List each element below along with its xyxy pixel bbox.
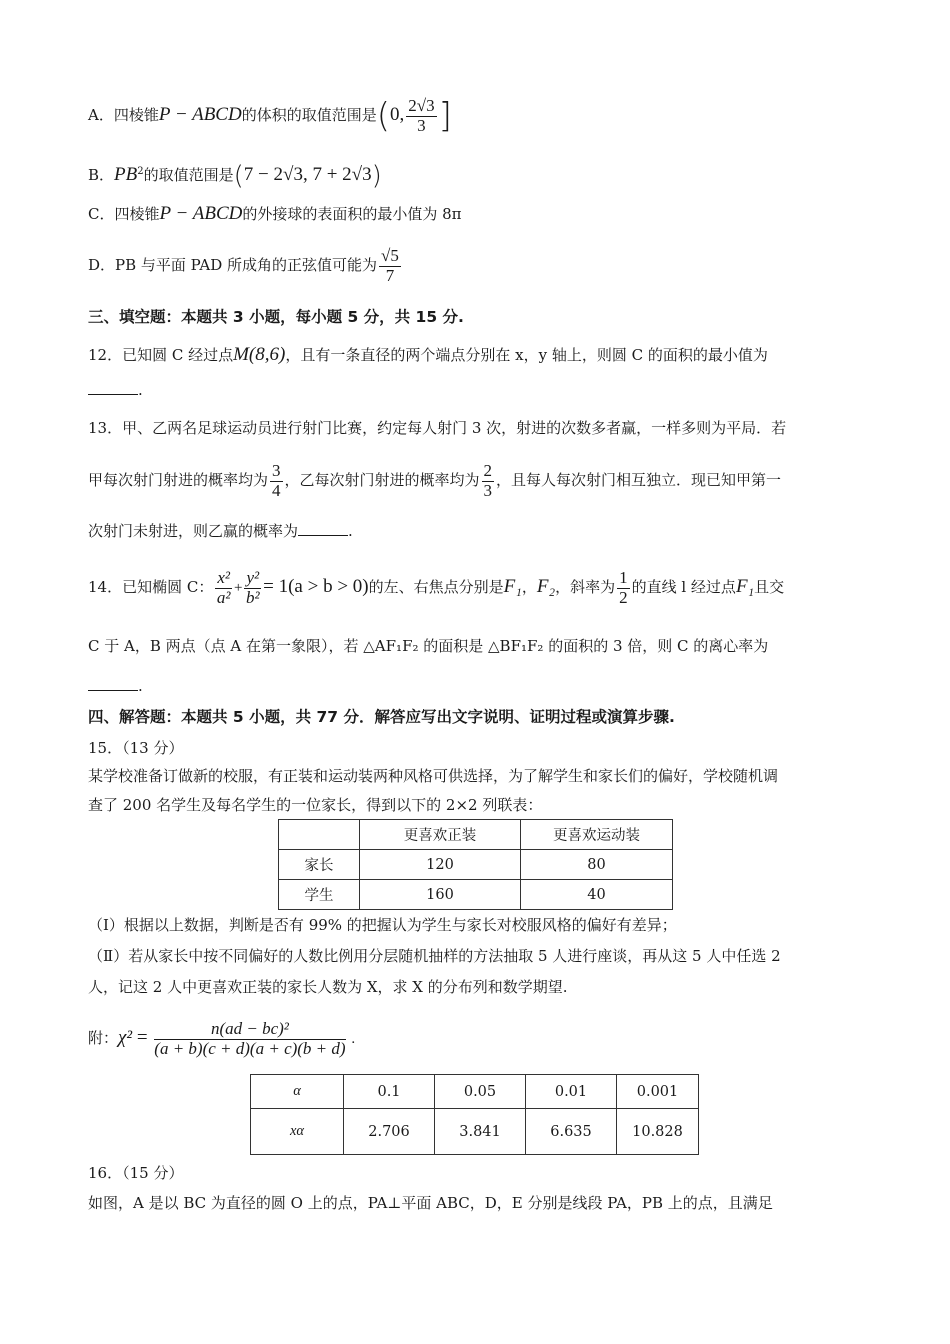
q13-text2c: ，且每人每次射门相互独立．现已知甲第一: [496, 471, 782, 489]
q12-point: M(8,6): [233, 344, 286, 365]
q13-text2b: ，乙每次射门射进的概率均为: [284, 471, 480, 489]
q14-slope-num: 1: [619, 567, 628, 587]
critical-value-table: [250, 1074, 699, 1155]
option-c-expr: P − ABCD: [159, 203, 243, 224]
table-cell: 3.841: [435, 1109, 526, 1155]
table-row: [279, 850, 673, 880]
option-d-num: √5: [381, 245, 399, 265]
section4-title: 四、解答题：本题共 5 小题，共 77 分．解答应写出文字说明、证明过程或演算步骤.: [88, 708, 675, 726]
table-cell: 80: [521, 850, 673, 880]
table-cell: 6.635: [526, 1109, 617, 1155]
q12-answer-blank[interactable]: [88, 380, 138, 395]
q14-slope-den: 2: [619, 587, 628, 607]
option-d-label: D．: [88, 256, 116, 274]
table-row: [251, 1075, 699, 1109]
q13-line1: 13．甲、乙两名足球运动员进行射门比赛，约定每人射门 3 次，射进的次数多者赢，一样多则为平局．若: [88, 419, 787, 437]
table-cell: 0.1: [344, 1075, 435, 1109]
table-cell: 40: [521, 880, 673, 910]
q14-f2: F₂: [536, 576, 556, 597]
option-b-expr: PB: [114, 164, 138, 185]
q13-p2: [482, 462, 495, 500]
option-a-den: 3: [417, 115, 426, 135]
q15-header: 15．（13 分）: [88, 739, 184, 757]
q14-eq-tail: = 1(a > b > 0): [263, 576, 369, 597]
q13-p2-num: 2: [483, 460, 493, 480]
alpha-header: α: [251, 1075, 344, 1109]
option-a-fraction: [406, 97, 436, 135]
contingency-table: [278, 819, 673, 910]
table-cell: 学生: [279, 880, 360, 910]
section3-title: 三、填空题：本题共 3 小题，每小题 5 分，共 15 分.: [88, 308, 464, 326]
q14-end: .: [138, 677, 143, 695]
q13-text3: 次射门未射进，则乙赢的概率为: [88, 522, 299, 540]
table-header-cell: [279, 820, 360, 850]
x-alpha-header: xα: [251, 1109, 344, 1155]
table-cell: 160: [360, 880, 521, 910]
table-header-cell: 更喜欢正装: [360, 820, 521, 850]
chi-square-formula: 附：χ² = $\frac{\text{n(ad − bc)²}}{(a + b)(c + d)(a + c)(b + d)}$ .: [88, 1018, 356, 1058]
table-cell: 0.05: [435, 1075, 526, 1109]
table-cell: 家长: [279, 850, 360, 880]
q15-part1: （Ⅰ）根据以上数据，判断是否有 99% 的把握认为学生与家长对校服风格的偏好有差异；: [88, 916, 677, 934]
option-c-text2: 的外接球的表面积的最小值为 8π: [242, 205, 462, 223]
q12-line2: [88, 380, 143, 399]
option-a-range-open: 0,: [390, 104, 405, 125]
option-b: B．$PB^2$的取值范围是(7 − 2√3, 7 + 2√3): [88, 161, 382, 191]
table-row: [279, 880, 673, 910]
q15-part2a: （Ⅱ）若从家长中按不同偏好的人数比例用分层随机抽样的方法抽取 5 人进行座谈，再从这 5 人中任选 2: [88, 947, 781, 965]
q14-line3: [88, 676, 143, 695]
q14-text1b: 的左、右焦点分别是: [368, 578, 504, 596]
q13-text2a: 甲每次射门射进的概率均为: [88, 471, 269, 489]
option-c: [88, 200, 462, 228]
formula-fraction: [154, 1020, 345, 1058]
table-header-cell: 更喜欢运动装: [521, 820, 673, 850]
q13-p1-den: 4: [272, 480, 281, 500]
option-d: [88, 240, 403, 290]
q15-part2b: 人，记这 2 人中更喜欢正装的家长人数为 X，求 X 的分布列和数学期望.: [88, 978, 568, 996]
q15-p1: 某学校准备订做新的校服，有正装和运动装两种风格可供选择，为了解学生和家长们的偏好，学校随机调: [88, 767, 779, 785]
table-row: [251, 1109, 699, 1155]
q13-p1-num: 3: [272, 460, 281, 480]
q14-text1e: 且交: [754, 578, 785, 596]
q13-p1: [270, 462, 283, 500]
q16-p1: 如图，A 是以 BC 为直径的圆 O 上的点，PA⊥平面 ABC，D，E 分别是线段 PA，PB 上的点，且满足: [88, 1194, 773, 1212]
q14-line2: C 于 A，B 两点（点 A 在第一象限），若 △AF₁F₂ 的面积是 △BF₁F₂ 的面积的 3 倍，则 C 的离心率为: [88, 637, 769, 655]
q12-text2: ，且有一条直径的两个端点分别在 x，y 轴上，则圆 C 的面积的最小值为: [285, 346, 768, 364]
table-cell: 2.706: [344, 1109, 435, 1155]
q12-end: .: [138, 381, 143, 399]
q14-f1-again: F₁: [735, 576, 755, 597]
formula-den: (a + b)(c + d)(a + c)(b + d): [154, 1038, 346, 1058]
q13-answer-blank[interactable]: [298, 521, 348, 536]
option-a-num: 2√3: [408, 95, 435, 115]
q14-line1: 14．已知椭圆 C： $\frac{\text{x²}}{\text{a²}}$ + $\frac{\text{y²}}{\text{b²}}$ = 1(a > b > 0)的左、右焦点分别是F₁，F₂，斜率为 $\frac{1}{2}$ 的直线 l 经过点F₁且交: [88, 567, 785, 607]
option-c-label: C．: [88, 205, 115, 223]
table-cell: 0.01: [526, 1075, 617, 1109]
q12-line1: [88, 340, 768, 370]
option-a-text1: 四棱锥: [113, 106, 159, 124]
q14-answer-blank[interactable]: [88, 676, 138, 691]
q13-p2-den: 3: [483, 480, 493, 500]
q14-slope: [617, 569, 630, 607]
q14-text1d: 的直线 l 经过点: [631, 578, 736, 596]
option-c-text1: 四棱锥: [114, 205, 160, 223]
option-a-label: A．: [88, 106, 114, 124]
table-cell: 120: [360, 850, 521, 880]
q13-end: .: [348, 522, 353, 540]
q15-p2: 查了 200 名学生及每名学生的一位家长，得到以下的 2×2 列联表：: [88, 796, 543, 814]
option-b-label: B．: [88, 166, 115, 184]
option-d-fraction: [379, 247, 401, 285]
option-b-sup: 2: [137, 166, 144, 177]
option-d-text1: PB 与平面 PAD 所成角的正弦值可能为: [115, 256, 378, 274]
option-a: A．四棱锥P − ABCD的体积的取值范围是(0, $\frac{2√3}{3}$ ]: [88, 95, 452, 136]
option-a-text2: 的体积的取值范围是: [241, 106, 377, 124]
table-cell: 0.001: [617, 1075, 699, 1109]
table-row: [279, 820, 673, 850]
option-b-range: 7 − 2√3, 7 + 2√3: [243, 164, 372, 185]
option-b-text1: 的取值范围是: [143, 166, 234, 184]
table-cell: 10.828: [617, 1109, 699, 1155]
q13-line2: [88, 455, 781, 505]
appendix-label: 附：: [88, 1029, 119, 1047]
option-a-expr: P − ABCD: [158, 104, 242, 125]
q14-text1a: 14．已知椭圆 C：: [88, 578, 214, 596]
q13-line3: [88, 520, 353, 541]
q16-header: 16．（15 分）: [88, 1164, 184, 1182]
option-d-den: 7: [385, 265, 395, 285]
q14-x-frac: $\frac{\text{x²}}{\text{a²}}$: [216, 567, 231, 607]
q14-f1: F₁: [503, 576, 522, 597]
formula-num: n(ad − bc)²: [154, 1020, 345, 1040]
q12-text1: 12．已知圆 C 经过点: [88, 346, 234, 364]
q14-text1c: ，斜率为: [555, 578, 616, 596]
q14-y-frac: $\frac{\text{y²}}{\text{b²}}$: [245, 567, 260, 607]
